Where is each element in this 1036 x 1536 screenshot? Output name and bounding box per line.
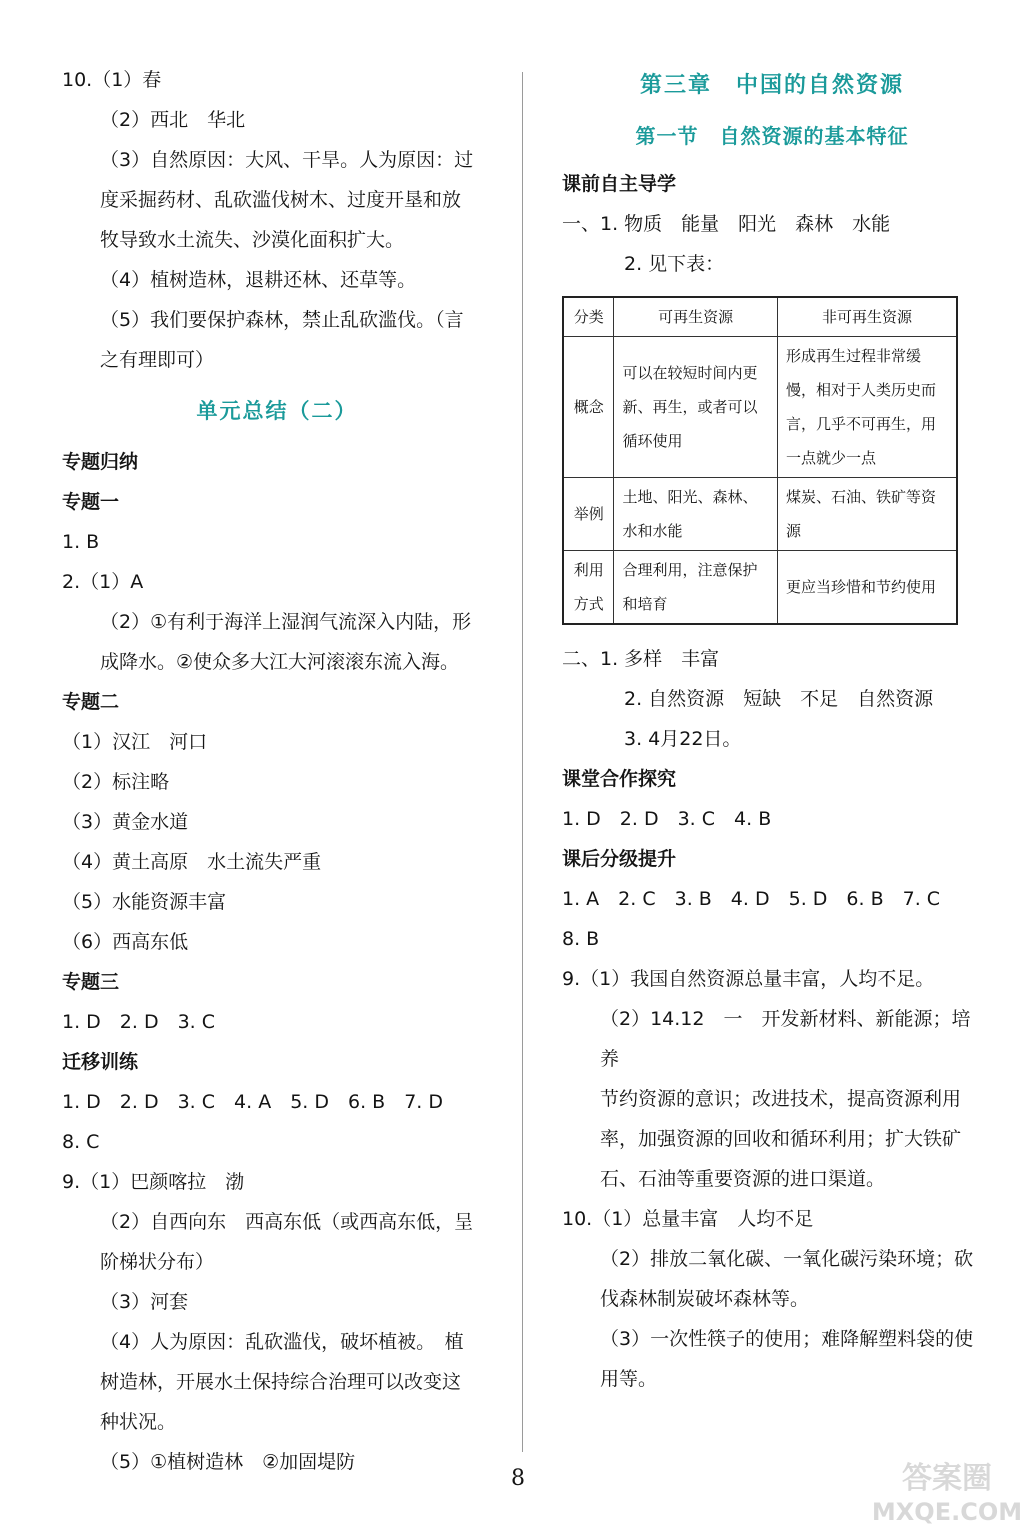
table-header-cell: 非可再生资源 <box>777 297 957 337</box>
answer-line: （2）①有利于海洋上湿润气流深入内陆，形 <box>100 611 472 633</box>
answer-line: 1. A 2. C 3. B 4. D 5. D 6. B 7. C <box>562 888 941 910</box>
table-row <box>563 337 957 478</box>
watermark-bottom-text: MXQE.COM <box>872 1498 1022 1526</box>
right-top-block <box>562 60 982 284</box>
answer-line: （2）西北 华北 <box>100 109 246 131</box>
watermark-top-text: 答案圈 <box>902 1461 992 1496</box>
table-cell: 概念 <box>563 337 614 478</box>
table-header-row <box>563 297 957 337</box>
chapter-title: 第三章 中国的自然资源 <box>639 73 904 98</box>
answer-line: 树造林，开展水土保持综合治理可以改变这 <box>100 1371 462 1393</box>
answer-line: （6）西高东低 <box>62 931 189 953</box>
table-cell: 利用方式 <box>563 551 614 625</box>
section-heading: 专题二 <box>62 691 120 713</box>
answer-line: 之有理即可） <box>100 349 215 371</box>
right-bottom-block <box>562 639 982 1399</box>
answer-line: 3. 4月22日。 <box>624 728 742 750</box>
answer-line: （1）汉江 河口 <box>62 731 208 753</box>
answer-line: 二、1. 多样 丰富 <box>562 648 720 670</box>
answer-line: 阶梯状分布） <box>100 1251 215 1273</box>
answer-line: 2. 自然资源 短缺 不足 自然资源 <box>624 688 934 710</box>
answer-line: 度采掘药材、乱砍滥伐树木、过度开垦和放 <box>100 189 462 211</box>
resource-table <box>562 296 958 625</box>
section-heading: 课堂合作探究 <box>562 768 677 790</box>
answer-line: 石、石油等重要资源的进口渠道。 <box>600 1168 886 1190</box>
answer-line: 节约资源的意识；改进技术，提高资源利用 <box>600 1088 962 1110</box>
page-number: 8 <box>511 1466 525 1491</box>
answer-line: 牧导致水土流失、沙漠化面积扩大。 <box>100 229 405 251</box>
answer-line: （5）我们要保护森林，禁止乱砍滥伐。（言 <box>100 309 464 331</box>
answer-line: 成降水。②使众多大江大河滚滚东流入海。 <box>100 651 460 673</box>
watermark-logo <box>872 1452 1022 1528</box>
answer-line: 9.（1）巴颜喀拉 渤 <box>62 1171 245 1193</box>
answer-line: （4）植树造林，退耕还林、还草等。 <box>100 269 417 291</box>
table-cell: 煤炭、石油、铁矿等资源 <box>777 478 957 551</box>
answer-line: 8. B <box>562 928 600 950</box>
section-heading: 专题一 <box>62 491 120 513</box>
table-cell: 可以在较短时间内更新、再生，或者可以循环使用 <box>614 337 778 478</box>
answer-line: 种状况。 <box>100 1411 177 1433</box>
left-column <box>62 60 492 1482</box>
answer-line: （3）自然原因：大风、干旱。人为原因：过 <box>100 149 474 171</box>
answer-line: （3）河套 <box>100 1291 189 1313</box>
answer-line: （2）14.12 一 开发新材料、新能源；培养 <box>600 1008 971 1070</box>
table-cell: 土地、阳光、森林、水和水能 <box>614 478 778 551</box>
answer-line: 1. D 2. D 3. C 4. B <box>562 808 772 830</box>
answer-line: 1. D 2. D 3. C 4. A 5. D 6. B 7. D <box>62 1091 443 1113</box>
answer-line: （3）黄金水道 <box>62 811 189 833</box>
answer-line: （3）一次性筷子的使用；难降解塑料袋的使 <box>600 1328 974 1350</box>
answer-line: （2）标注略 <box>62 771 170 793</box>
section-heading: 课前自主导学 <box>562 173 677 195</box>
answer-line: 2.（1）A <box>62 571 144 593</box>
answer-line: （5）水能资源丰富 <box>62 891 227 913</box>
answer-line: 2. 见下表： <box>624 253 725 275</box>
right-column <box>562 60 982 1399</box>
answer-line: 8. C <box>62 1131 100 1153</box>
answer-line: 率，加强资源的回收和循环利用；扩大铁矿 <box>600 1128 962 1150</box>
answer-line: （5）①植树造林 ②加固堤防 <box>100 1451 356 1473</box>
answer-line: 1. B <box>62 531 100 553</box>
table-header-cell: 分类 <box>563 297 614 337</box>
table-cell: 形成再生过程非常缓慢，相对于人类历史而言，几乎不可再生，用一点就少一点 <box>777 337 957 478</box>
answer-line: （2）自西向东 西高东低（或西高东低，呈 <box>100 1211 474 1233</box>
section-heading: 专题归纳 <box>62 451 139 473</box>
answer-line: （4）人为原因：乱砍滥伐，破坏植被。 植 <box>100 1331 464 1353</box>
table-row <box>563 478 957 551</box>
answer-line: 用等。 <box>600 1368 658 1390</box>
section-heading: 课后分级提升 <box>562 848 677 870</box>
answer-line: （2）排放二氧化碳、一氧化碳污染环境；砍 <box>600 1248 974 1270</box>
section-heading: 迁移训练 <box>62 1051 139 1073</box>
answer-line: 10.（1）总量丰富 人均不足 <box>562 1208 814 1230</box>
answer-line: 10.（1）春 <box>62 69 162 91</box>
table-cell: 举例 <box>563 478 614 551</box>
chapter-title: 第一节 自然资源的基本特征 <box>635 124 909 148</box>
answer-line: 伐森林制炭破坏森林等。 <box>600 1288 810 1310</box>
table-header-cell: 可再生资源 <box>614 297 778 337</box>
column-divider <box>522 72 523 1452</box>
section-heading: 专题三 <box>62 971 120 993</box>
chapter-title: 单元总结（二） <box>196 399 358 423</box>
table-cell: 合理利用，注意保护和培育 <box>614 551 778 625</box>
table-row <box>563 551 957 625</box>
answer-line: （4）黄土高原 水土流失严重 <box>62 851 322 873</box>
table-cell: 更应当珍惜和节约使用 <box>777 551 957 625</box>
answer-line: 9.（1）我国自然资源总量丰富，人均不足。 <box>562 968 935 990</box>
answer-line: 1. D 2. D 3. C <box>62 1011 216 1033</box>
answer-line: 一、1. 物质 能量 阳光 森林 水能 <box>562 213 891 235</box>
